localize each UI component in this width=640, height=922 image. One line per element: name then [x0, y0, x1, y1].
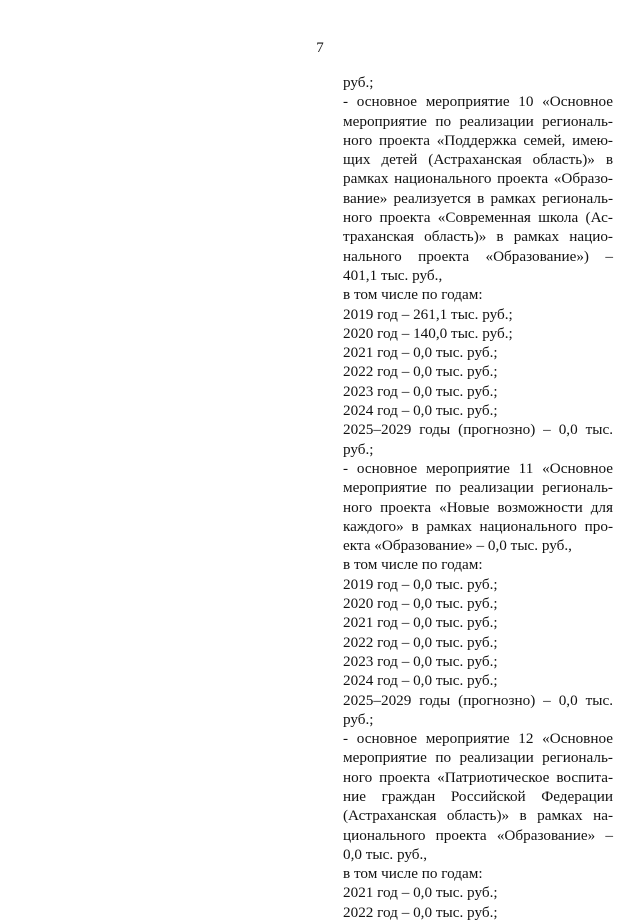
- text-line: 2022 год – 0,0 тыс. руб.;: [343, 903, 498, 921]
- text-line: - основное мероприятие 10 «Основное: [343, 93, 613, 111]
- text-line: ного проекта «Современная школа (Ас-: [343, 209, 613, 227]
- text-line: в том числе по годам:: [343, 556, 483, 574]
- document-text: [343, 73, 613, 922]
- text-line: 2024 год – 0,0 тыс. руб.;: [343, 402, 498, 420]
- text-line: руб.;: [343, 710, 374, 728]
- text-line: мероприятие по реализации региональ-: [343, 749, 613, 767]
- text-line: ционального проекта «Образование» –: [343, 826, 613, 844]
- text-line: 0,0 тыс. руб.,: [343, 845, 428, 863]
- text-line: вание» реализуется в рамках региональ-: [343, 189, 613, 207]
- text-line: каждого» в рамках национального про-: [343, 517, 613, 535]
- text-line: 401,1 тыс. руб.,: [343, 266, 443, 284]
- text-line: руб.;: [343, 74, 374, 91]
- text-line: 2022 год – 0,0 тыс. руб.;: [343, 633, 498, 651]
- text-line: в том числе по годам:: [343, 286, 483, 304]
- text-line: траханская область)» в рамках нацио-: [343, 228, 613, 246]
- text-line: мероприятие по реализации региональ-: [343, 112, 613, 130]
- text-line: 2021 год – 0,0 тыс. руб.;: [343, 344, 498, 362]
- text-line: 2025–2029 годы (прогнозно) – 0,0 тыс.: [343, 421, 613, 439]
- text-line: 2020 год – 0,0 тыс. руб.;: [343, 595, 498, 613]
- text-line: 2021 год – 0,0 тыс. руб.;: [343, 884, 498, 902]
- text-line: щих детей (Астраханская область)» в: [343, 151, 613, 169]
- page-number: 7: [316, 40, 324, 56]
- text-line: 2023 год – 0,0 тыс. руб.;: [343, 382, 498, 400]
- text-line: (Астраханская область)» в рамках на-: [343, 807, 613, 825]
- text-line: 2019 год – 0,0 тыс. руб.;: [343, 575, 498, 593]
- text-line: 2021 год – 0,0 тыс. руб.;: [343, 614, 498, 632]
- text-line: - основное мероприятие 11 «Основное: [343, 459, 613, 477]
- text-line: руб.;: [343, 440, 374, 458]
- text-line: мероприятие по реализации региональ-: [343, 479, 613, 497]
- text-line: в том числе по годам:: [343, 865, 483, 883]
- text-line: 2024 год – 0,0 тыс. руб.;: [343, 672, 498, 690]
- text-line: 2025–2029 годы (прогнозно) – 0,0 тыс.: [343, 691, 613, 709]
- text-line: ние граждан Российской Федерации: [343, 787, 613, 805]
- text-line: 2023 год – 0,0 тыс. руб.;: [343, 652, 498, 670]
- text-line: нального проекта «Образование») –: [343, 247, 613, 265]
- text-line: ного проекта «Поддержка семей, имею-: [343, 131, 613, 149]
- text-line: екта «Образование» – 0,0 тыс. руб.,: [343, 537, 572, 555]
- text-line: ного проекта «Новые возможности для: [343, 498, 613, 516]
- text-line: - основное мероприятие 12 «Основное: [343, 730, 613, 748]
- text-line: 2022 год – 0,0 тыс. руб.;: [343, 363, 498, 381]
- text-line: 2020 год – 140,0 тыс. руб.;: [343, 324, 513, 342]
- text-line: рамках национального проекта «Образо-: [343, 170, 613, 188]
- text-line: 2019 год – 261,1 тыс. руб.;: [343, 305, 513, 323]
- text-line: ного проекта «Патриотическое воспита-: [343, 768, 613, 786]
